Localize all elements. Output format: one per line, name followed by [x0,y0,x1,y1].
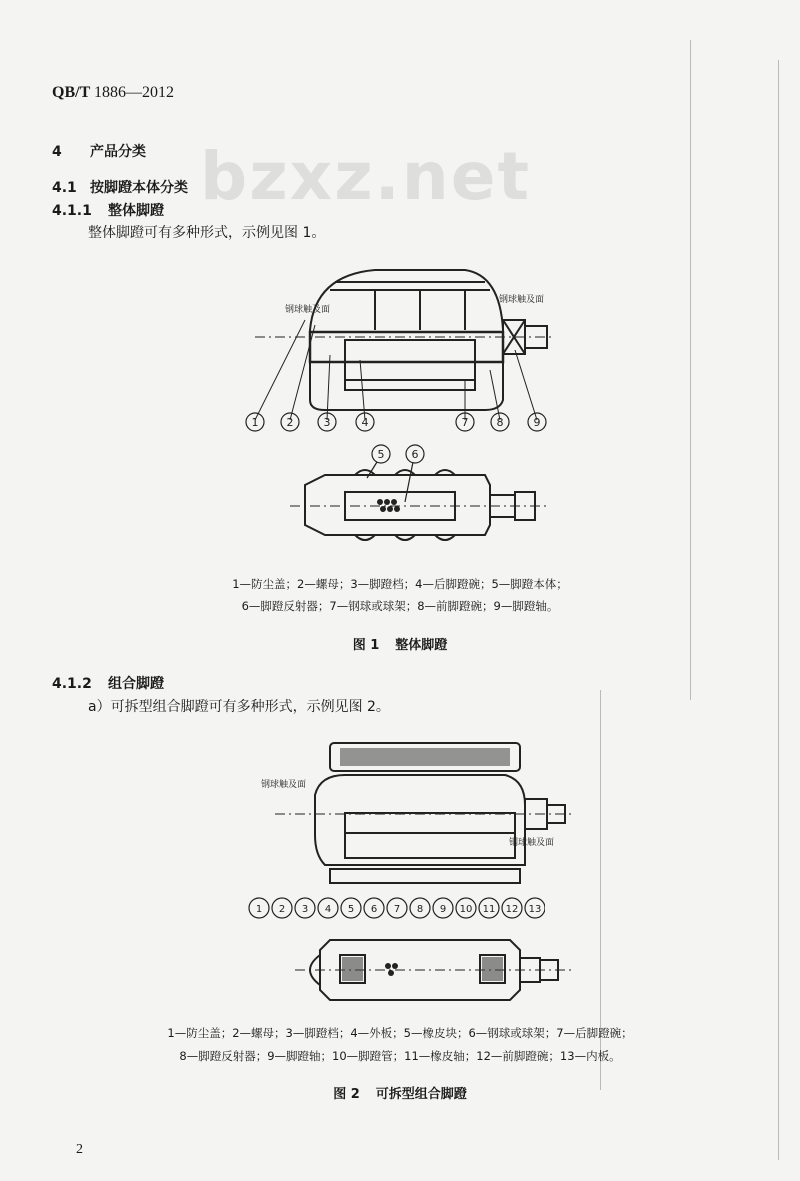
figure-number: 图 1 [352,638,380,653]
section-title: 组合脚蹬 [108,676,164,692]
marker-label: 9 [533,416,541,429]
figure-title-text: 整体脚蹬 [395,638,448,653]
standard-header [52,84,174,102]
section-4-1-2-heading [52,673,164,693]
figure-2-top-drawing [245,735,585,900]
marker-label: 9 [439,904,447,915]
callout-top: 钢球触及面 [261,780,307,790]
marker-label: 7 [461,416,469,429]
figure-2-bottom-drawing [290,930,580,1010]
section-title: 整体脚蹬 [108,203,164,219]
marker-label: 10 [459,904,473,915]
marker-label: 5 [347,904,355,915]
section-4-heading [52,141,146,161]
figure-1-top-drawing [235,260,575,435]
marker-label: 1 [251,416,259,429]
marker-label: 8 [496,416,504,429]
marker-label: 4 [361,416,369,429]
marker-label: 1 [255,904,263,915]
section-number: 4.1.2 [52,676,92,692]
figure-number: 图 2 [333,1087,360,1102]
figure-2-caption-line-2: 8—脚蹬反射器；9—脚蹬轴；10—脚蹬管；11—橡皮轴；12—前脚蹬碗；13—内板。 [179,1049,621,1063]
marker-label: 12 [505,904,519,915]
marker-label: 13 [528,904,542,915]
marker-label: 6 [411,448,419,461]
figure-2-caption-line-1: 1—防尘盖；2—螺母；3—脚蹬档；4—外板；5—橡皮块；6—钢球或球架；7—后脚蹬碗； [167,1026,633,1040]
marker-label: 4 [324,904,332,915]
section-4-1-1-text: 整体脚蹬可有多种形式，示例见图 1。 [88,225,326,241]
figure-1-caption-line-2: 6—脚蹬反射器；7—钢球或球架；8—前脚蹬碗；9—脚蹬轴。 [241,599,559,613]
figure-2-markers [245,895,545,921]
marker-label: 2 [278,904,286,915]
section-number: 4.1 [52,180,77,196]
section-number: 4.1.1 [52,203,92,219]
marker-label: 3 [323,416,331,429]
section-4-1-1-heading [52,200,164,220]
figure-title-text: 可拆型组合脚蹬 [375,1087,467,1102]
callout-left: 钢球触及面 [285,305,331,315]
marker-label: 11 [482,904,496,915]
page-number: 2 [76,1142,83,1157]
marker-label: 7 [393,904,401,915]
section-4-1-2-text: a）可拆型组合脚蹬可有多种形式，示例见图 2。 [88,699,390,715]
marker-label: 6 [370,904,378,915]
figure-1-title [0,634,800,653]
watermark: bzxz.net [200,138,532,215]
section-title: 产品分类 [90,144,146,160]
section-number: 4 [52,144,62,160]
figure-1-caption-line-1: 1—防尘盖；2—螺母；3—脚蹬档；4—后脚蹬碗；5—脚蹬本体； [232,577,568,591]
callout-right: 钢球触及面 [509,838,555,848]
callout-right: 钢球触及面 [499,295,545,305]
figure-2-title [0,1083,800,1102]
standard-code: QB/T [52,84,90,101]
marker-label: 3 [301,904,309,915]
figure-1-markers [235,410,575,434]
marker-label: 5 [377,448,385,461]
figure-1-bottom-drawing [285,440,555,550]
marker-label: 8 [416,904,424,915]
section-title: 按脚蹬本体分类 [90,180,188,196]
marker-label: 2 [286,416,294,429]
standard-number: 1886—2012 [93,84,174,101]
section-4-1-heading [52,177,188,197]
